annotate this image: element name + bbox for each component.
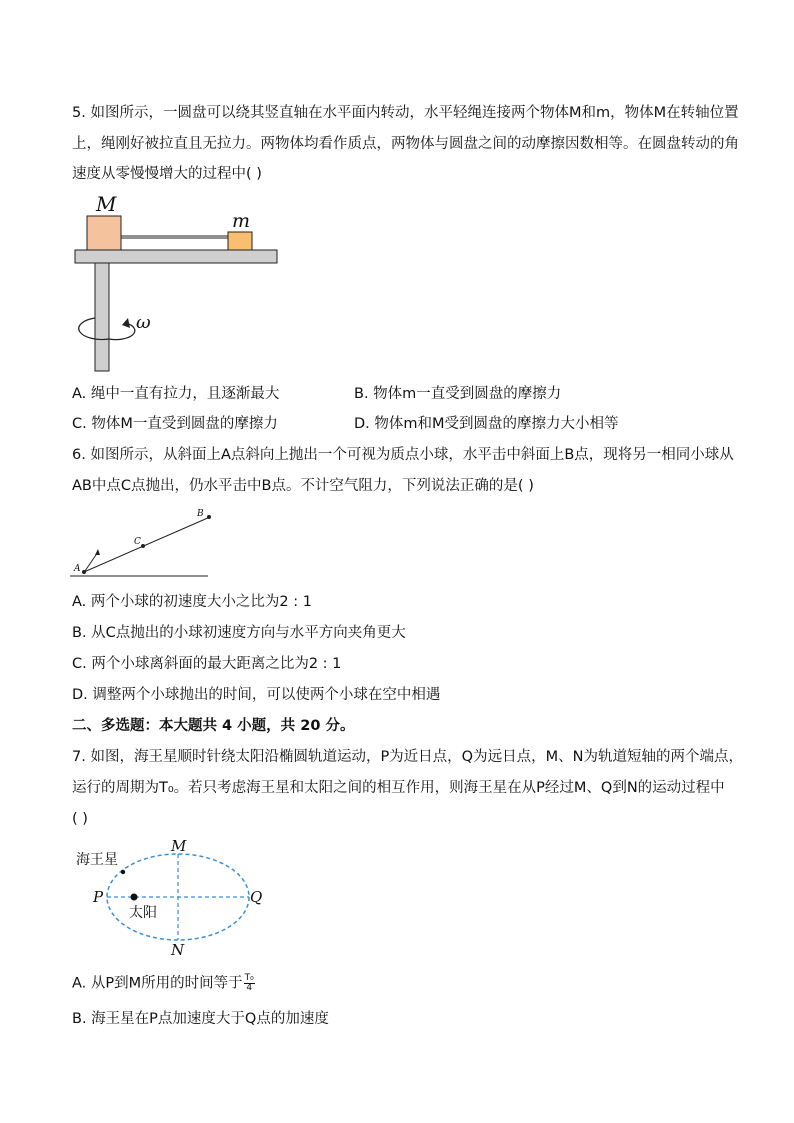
point-B <box>207 515 211 519</box>
q6-option-a[interactable]: A. 两个小球的初速度大小之比为2 : 1 <box>72 594 312 610</box>
label-m: m <box>232 210 251 232</box>
fraction-numerator: T₀ <box>244 973 254 983</box>
q7-orbit-figure <box>70 835 270 960</box>
label-sun: 太阳 <box>129 905 157 921</box>
label-P: P <box>93 888 104 906</box>
rotation-arrow-front <box>109 323 135 340</box>
q5-stem-line-1: 5. 如图所示，一圆盘可以绕其竖直轴在水平面内转动，水平轻绳连接两个物体M和m，物体M在转轴位置 <box>72 105 739 121</box>
q6-incline-figure <box>70 505 215 580</box>
point-C <box>141 544 145 548</box>
q6-stem-line-2: AB中点C点抛出，仍水平击中B点。不计空气阻力，下列说法正确的是( ) <box>72 478 534 494</box>
q7-stem-line-2: 运行的周期为T₀。若只考虑海王星和太阳之间的相互作用，则海王星在从P经过M、Q到N的运动过程中 <box>72 780 725 796</box>
turntable-disc <box>75 250 277 263</box>
q7-option-a-fraction <box>244 974 255 993</box>
label-C: C <box>134 537 141 547</box>
q7-option-b[interactable]: B. 海王星在P点加速度大于Q点的加速度 <box>72 1011 329 1027</box>
label-A: A <box>74 564 81 574</box>
incline <box>84 517 210 572</box>
label-neptune: 海王星 <box>76 852 118 868</box>
label-omega: ω <box>136 312 151 333</box>
q7-option-a[interactable] <box>72 974 255 993</box>
q6-stem-line-1: 6. 如图所示，从斜面上A点斜向上抛出一个可视为质点小球，水平击中斜面上B点，现将另一相同小球从 <box>72 447 734 463</box>
q7-stem-line-3: ( ) <box>72 811 88 827</box>
q7-stem-line-1: 7. 如图，海王星顺时针绕太阳沿椭圆轨道运动，P为近日点，Q为远日点，M、N为轨道短轴的两个端点， <box>72 749 743 765</box>
label-M: M <box>171 837 187 855</box>
block-M <box>87 216 121 250</box>
section-heading-multiple-choice: 二、多选题：本大题共 4 小题，共 20 分。 <box>72 718 355 734</box>
label-M: M <box>96 192 117 216</box>
q6-option-b[interactable]: B. 从C点抛出的小球初速度方向与水平方向夹角更大 <box>72 625 406 641</box>
q5-option-b[interactable]: B. 物体m一直受到圆盘的摩擦力 <box>354 386 562 402</box>
q7-option-a-text: A. 从P到M所用的时间等于 <box>72 975 243 992</box>
label-Q: Q <box>250 888 263 906</box>
q5-stem-line-3: 速度从零慢慢增大的过程中( ) <box>72 166 262 182</box>
planet-dot <box>121 870 125 874</box>
fraction-denominator: 4 <box>246 983 253 993</box>
label-N: N <box>171 941 185 959</box>
q5-turntable-figure <box>70 192 285 374</box>
axle <box>95 263 109 371</box>
q5-stem-line-2: 上，绳刚好被拉直且无拉力。两物体均看作质点，两物体与圆盘之间的动摩擦因数相等。在圆盘转动的角 <box>72 136 739 152</box>
label-B: B <box>197 509 204 519</box>
q5-option-d[interactable]: D. 物体m和M受到圆盘的摩擦力大小相等 <box>354 416 619 432</box>
q5-option-c[interactable]: C. 物体M一直受到圆盘的摩擦力 <box>72 416 278 432</box>
q6-option-c[interactable]: C. 两个小球离斜面的最大距离之比为2 : 1 <box>72 656 342 672</box>
sun-dot <box>131 894 138 901</box>
block-m <box>228 232 252 250</box>
q5-option-a[interactable]: A. 绳中一直有拉力，且逐渐最大 <box>72 386 280 402</box>
q6-option-d[interactable]: D. 调整两个小球抛出的时间，可以使两个小球在空中相遇 <box>72 687 441 703</box>
